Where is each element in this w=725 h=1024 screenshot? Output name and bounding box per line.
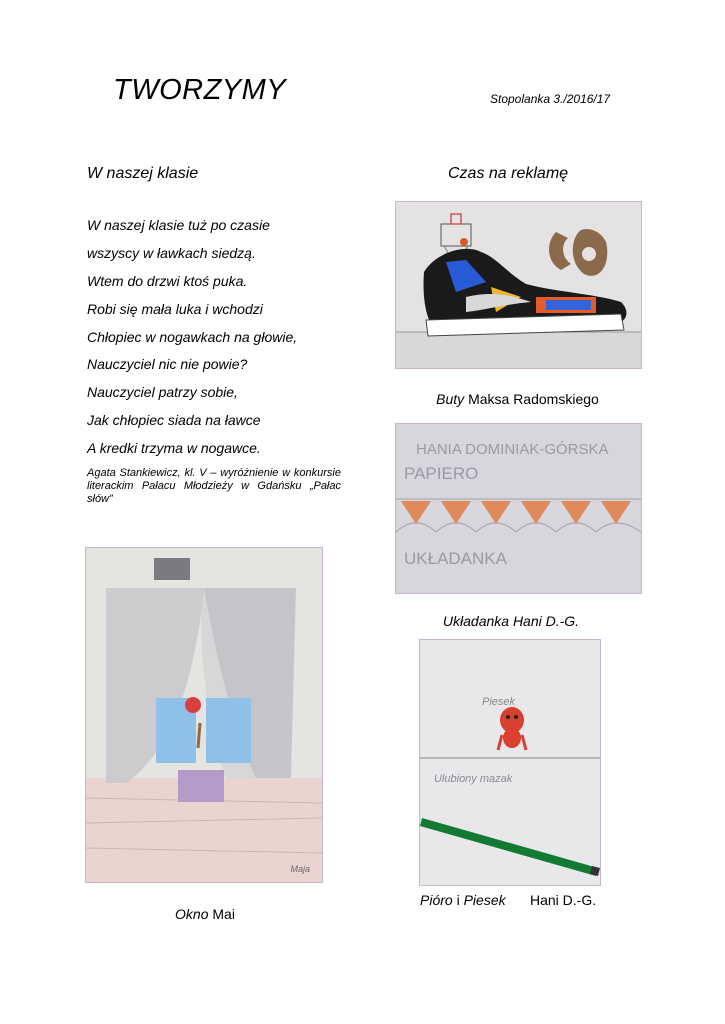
poem-line: Chłopiec w nogawkach na głowie, [87, 329, 298, 345]
poem-line: W naszej klasie tuż po czasie [87, 217, 270, 233]
puzzle-drawing-text: HANIA DOMINIAK-GÓRSKA [416, 441, 609, 458]
section-title-ads: Czas na reklamę [448, 165, 569, 182]
poem-line: Robi się mała luka i wchodzi [87, 301, 263, 317]
pen-caption-title-a: Pióro [420, 892, 453, 908]
shoe-caption-title: Buty [436, 391, 465, 407]
window-caption-title: Okno [175, 906, 209, 922]
pen-caption-title-b: Piesek [463, 892, 506, 908]
drawing-signature: Maja [290, 864, 310, 874]
pen-caption-conj: i [452, 892, 464, 908]
window-caption-author: Mai [208, 906, 235, 922]
poem-line: Nauczyciel nic nie powie? [87, 356, 248, 372]
puzzle-drawing-text: PAPIERO [404, 464, 479, 483]
pen-drawing-text: Ulubiony mazak [434, 773, 513, 785]
poem-line: Jak chłopiec siada na ławce [87, 412, 261, 428]
pen-caption-author: Hani D.-G. [530, 892, 597, 908]
issue-number: Stopolanka 3./2016/17 [490, 92, 611, 106]
puzzle-drawing-image [395, 423, 642, 594]
poem-line: wszyscy w ławkach siedzą. [87, 245, 256, 261]
puzzle-caption: Układanka Hani D.-G. [442, 613, 580, 629]
poem-line: Nauczyciel patrzy sobie, [87, 384, 238, 400]
window-caption [155, 906, 255, 922]
window-drawing-image [85, 547, 323, 883]
puzzle-drawing-text: UKŁADANKA [404, 549, 507, 568]
shoe-caption [405, 391, 630, 407]
pen-drawing-image [419, 639, 601, 886]
poem-credit: Agata Stankiewicz, kl. V – wyróżnienie w konkursie literackim Pałacu Młodzieży w Gdańsku „Pałac słów” [87, 467, 341, 505]
page-title: TWORZYMY [113, 74, 287, 106]
section-title-class: W naszej klasie [87, 165, 199, 182]
poem-line: Wtem do drzwi ktoś puka. [87, 273, 248, 289]
shoe-caption-author: Maksa Radomskiego [464, 391, 599, 407]
pen-drawing-text: Piesek [482, 696, 516, 708]
poem-line: A kredki trzyma w nogawce. [87, 440, 261, 456]
shoe-drawing-image [395, 201, 642, 369]
